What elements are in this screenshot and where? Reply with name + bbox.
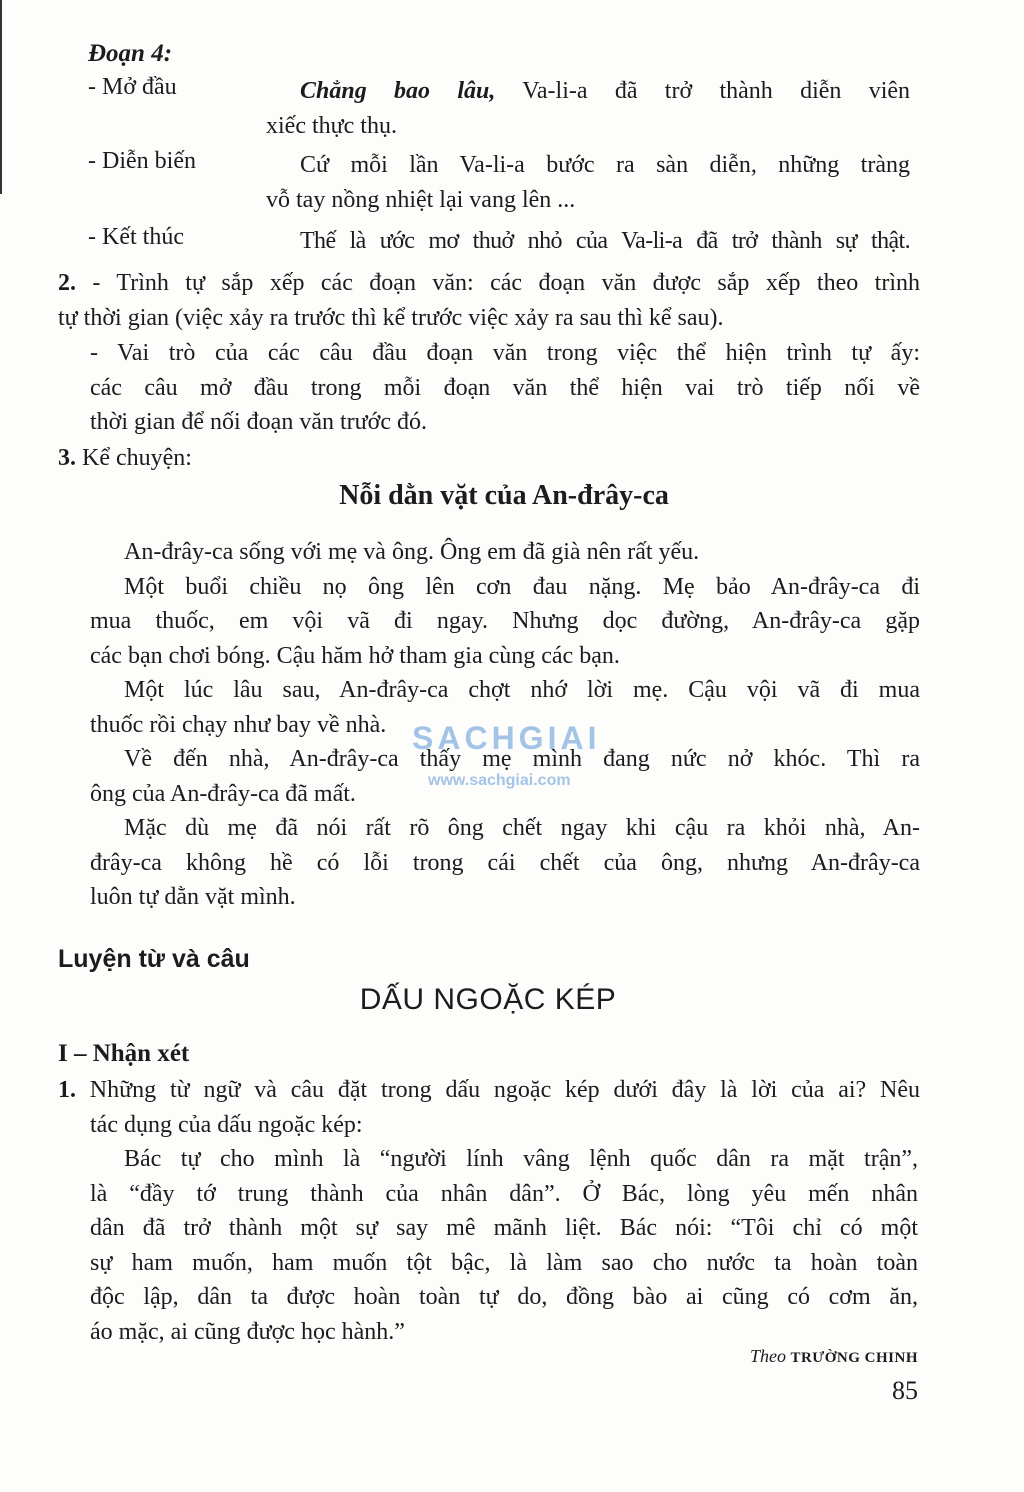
text-line: tác dụng của dấu ngoặc kép: bbox=[90, 1111, 363, 1138]
text-line: - Trình tự sắp xếp các đoạn văn: các đoạn văn được sắp xếp theo trình bbox=[76, 270, 920, 296]
row-label-mo-dau: - Mở đầu bbox=[88, 74, 177, 100]
row-text-dien-bien bbox=[266, 148, 910, 217]
table-divider bbox=[0, 0, 2, 194]
text-line: Cứ mỗi lần Va-li-a bước ra sàn diễn, những tràng bbox=[300, 152, 910, 178]
text-line: Những từ ngữ và câu đặt trong dấu ngoặc kép dưới đây là lời của ai? Nêu bbox=[76, 1077, 920, 1103]
question-number: 1. bbox=[58, 1077, 76, 1103]
text-line: Va-li-a đã trở thành diễn viên bbox=[495, 78, 911, 104]
row-text-ket-thuc bbox=[266, 224, 910, 259]
quote-line: là “đầy tớ trung thành của nhân dân”. Ở Bác, lòng yêu mến nhân bbox=[90, 1180, 918, 1207]
quote-line: áo mặc, ai cũng được học hành.” bbox=[90, 1318, 405, 1345]
text-line: thời gian để nối đoạn văn trước đó. bbox=[90, 409, 427, 435]
question-1 bbox=[58, 1073, 920, 1142]
story-line: An-đrây-ca sống với mẹ và ông. Ông em đã già nên rất yếu. bbox=[124, 539, 700, 565]
question-2-part-2 bbox=[90, 336, 920, 440]
story-line: luôn tự dằn vặt mình. bbox=[90, 884, 296, 910]
quote-line: Bác tự cho mình là “người lính vâng lệnh quốc dân ra mặt trận”, bbox=[124, 1146, 918, 1172]
emphasis-text: Chẳng bao lâu, bbox=[300, 78, 496, 104]
watermark-logo: SACHGIAI bbox=[412, 720, 601, 756]
section-heading: Luyện từ và câu bbox=[58, 945, 250, 973]
story-line: Một buổi chiều nọ ông lên cơn đau nặng. Mẹ bảo An-đrây-ca đi bbox=[124, 573, 920, 600]
story-title: Nỗi dằn vặt của An-đrây-ca bbox=[339, 480, 669, 511]
row-text-mo-dau bbox=[266, 74, 910, 143]
quote-line: dân đã trở thành một sự say mê mãnh liệt. Bác nói: “Tôi chỉ có một bbox=[90, 1215, 918, 1241]
story-line: Một lúc lâu sau, An-đrây-ca chợt nhớ lời mẹ. Cậu vội vã đi mua bbox=[124, 677, 920, 703]
watermark-url: www.sachgiai.com bbox=[428, 772, 571, 789]
text-line: - Vai trò của các câu đầu đoạn văn trong việc thể hiện trình tự ấy: bbox=[90, 340, 920, 366]
story-line: ông của An-đrây-ca đã mất. bbox=[90, 780, 356, 807]
credit-theo: Theo bbox=[749, 1346, 786, 1366]
story-line: Về đến nhà, An-đrây-ca thấy mẹ mình đang nức nở khóc. Thì ra bbox=[124, 746, 920, 772]
row-label-dien-bien: - Diễn biến bbox=[88, 148, 196, 174]
credit-author: TRƯỜNG CHINH bbox=[790, 1350, 918, 1366]
doan-4-title: Đoạn 4: bbox=[88, 40, 173, 67]
quote-block bbox=[90, 1142, 918, 1349]
text-line: vỗ tay nồng nhiệt lại vang lên ... bbox=[266, 186, 576, 213]
subsection-title: I – Nhận xét bbox=[58, 1040, 190, 1067]
quote-line: sự ham muốn, ham muốn tột bậc, là làm sao cho nước ta hoàn toàn bbox=[90, 1249, 918, 1276]
question-number: 3. bbox=[58, 445, 76, 471]
story-line: mua thuốc, em vội vã đi ngay. Nhưng dọc đường, An-đrây-ca gặp bbox=[90, 608, 920, 634]
story-line: Mặc dù mẹ đã nói rất rõ ông chết ngay khi cậu ra khỏi nhà, An- bbox=[124, 815, 920, 841]
text-line: các câu mở đầu trong mỗi đoạn văn thể hiện vai trò tiếp nối về bbox=[90, 374, 920, 401]
text-line: xiếc thực thụ. bbox=[266, 112, 397, 139]
text-line: tự thời gian (việc xảy ra trước thì kể trước việc xảy ra sau thì kể sau). bbox=[58, 304, 724, 331]
source-credit bbox=[750, 1346, 918, 1367]
question-3 bbox=[58, 441, 920, 476]
lesson-title: DẤU NGOẶC KÉP bbox=[359, 983, 617, 1016]
question-number: 2. bbox=[58, 270, 76, 296]
text-line: Kể chuyện: bbox=[76, 445, 192, 471]
question-2 bbox=[58, 266, 920, 335]
story-line: thuốc rồi chạy như bay về nhà. bbox=[90, 711, 387, 738]
story-line: các bạn chơi bóng. Cậu hăm hở tham gia cùng các bạn. bbox=[90, 642, 620, 669]
page-number: 85 bbox=[892, 1376, 918, 1405]
row-label-ket-thuc: - Kết thúc bbox=[88, 224, 184, 250]
quote-line: độc lập, dân ta được hoàn toàn tự do, đồng bào ai cũng có cơm ăn, bbox=[90, 1284, 918, 1310]
story-line: đrây-ca không hề có lỗi trong cái chết của ông, nhưng An-đrây-ca bbox=[90, 849, 920, 876]
text-line: Thế là ước mơ thuở nhỏ của Va-li-a đã trở thành sự thật. bbox=[300, 228, 910, 254]
